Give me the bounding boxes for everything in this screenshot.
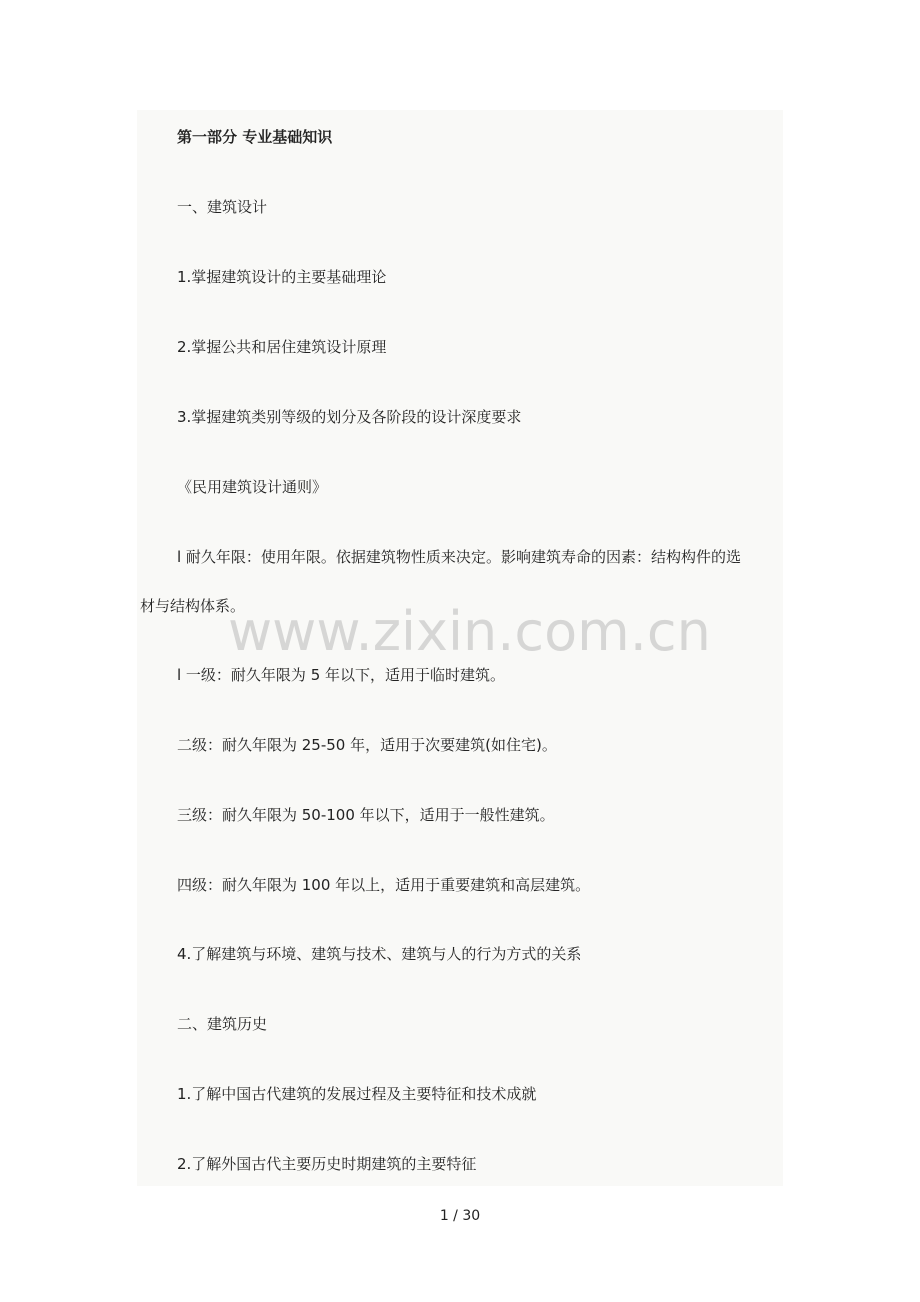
watermark: www.zixin.com.cn xyxy=(228,600,711,663)
paragraph-line: l 耐久年限：使用年限。依据建筑物性质来决定。影响建筑寿命的因素：结构构件的选 xyxy=(177,548,741,566)
grade-item: l 一级：耐久年限为 5 年以下，适用于临时建筑。 xyxy=(177,666,506,684)
part-heading: 第一部分 专业基础知识 xyxy=(177,128,333,146)
list-item: 2.了解外国古代主要历史时期建筑的主要特征 xyxy=(177,1155,477,1173)
list-item: 3.掌握建筑类别等级的划分及各阶段的设计深度要求 xyxy=(177,408,522,426)
section-heading-architecture-history: 二、建筑历史 xyxy=(177,1015,268,1033)
grade-item: 四级：耐久年限为 100 年以上，适用于重要建筑和高层建筑。 xyxy=(177,876,591,894)
list-item: 1.了解中国古代建筑的发展过程及主要特征和技术成就 xyxy=(177,1085,537,1103)
grade-item: 三级：耐久年限为 50-100 年以下，适用于一般性建筑。 xyxy=(177,806,555,824)
paragraph-continuation: 材与结构体系。 xyxy=(140,597,246,615)
grade-item: 二级：耐久年限为 25-50 年，适用于次要建筑(如住宅)。 xyxy=(177,736,557,754)
section-heading-architecture-design: 一、建筑设计 xyxy=(177,198,268,216)
standard-title: 《民用建筑设计通则》 xyxy=(177,478,328,496)
list-item: 1.掌握建筑设计的主要基础理论 xyxy=(177,268,387,286)
page-indicator: 1 / 30 xyxy=(439,1208,481,1224)
list-item: 4.了解建筑与环境、建筑与技术、建筑与人的行为方式的关系 xyxy=(177,945,582,963)
list-item: 2.掌握公共和居住建筑设计原理 xyxy=(177,338,387,356)
